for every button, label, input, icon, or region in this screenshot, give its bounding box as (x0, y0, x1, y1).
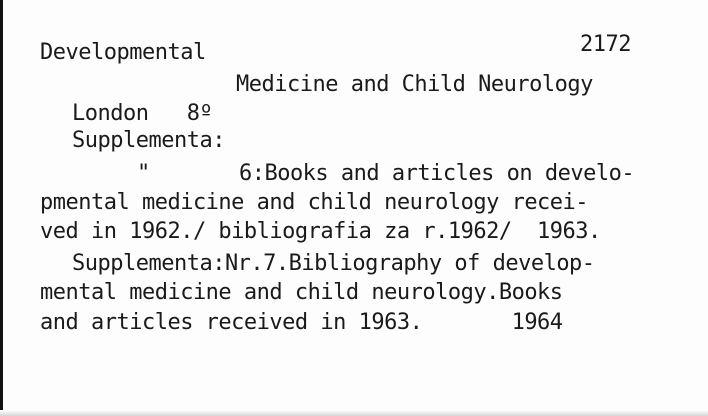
place-format-line: London 8º (72, 101, 213, 126)
entry-7-line-2: mental medicine and child neurology.Books (40, 280, 563, 305)
entry-7-line-3: and articles received in 1963. 1964 (40, 310, 563, 335)
entry-6-line-3: ved in 1962./ bibliografia za r.1962/ 1963. (40, 219, 601, 244)
title-line-2: Medicine and Child Neurology (236, 72, 593, 97)
entry-6-line-2: pmental medicine and child neurology recei- (40, 190, 589, 215)
card-number: 2172 (580, 32, 631, 57)
title-line-1: Developmental (40, 40, 206, 65)
supplementa-label: Supplementa: (72, 128, 225, 153)
entry-7-line-1: Supplementa:Nr.7.Bibliography of develop- (72, 251, 595, 276)
card-left-edge (0, 0, 3, 416)
entry-6-line-1: " 6:Books and articles on develo- (137, 161, 635, 186)
card-bottom-shadow (0, 410, 708, 416)
